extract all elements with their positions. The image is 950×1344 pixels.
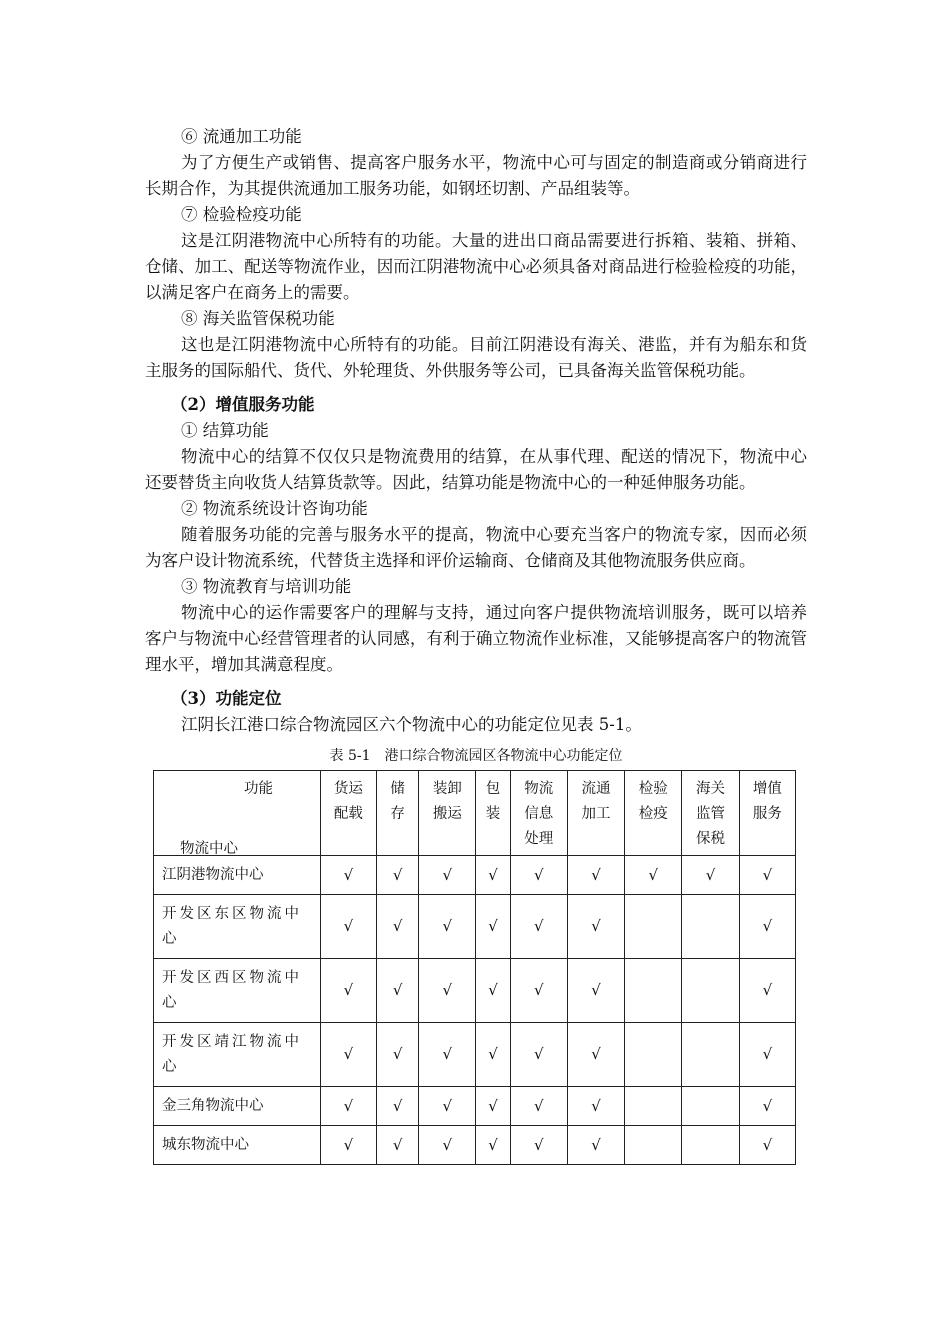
check-mark-cell: √ [419, 895, 476, 959]
check-mark-cell: √ [476, 1087, 510, 1126]
check-mark-cell: √ [377, 1126, 419, 1165]
check-mark-cell: √ [419, 856, 476, 895]
column-header [320, 771, 376, 856]
check-mark-cell: √ [320, 1087, 376, 1126]
body-paragraph: 物流中心的结算不仅仅只是物流费用的结算，在从事代理、配送的情况下，物流中心还要替货主向收货人结算货款等。因此，结算功能是物流中心的一种延伸服务功能。 [145, 447, 807, 492]
column-header-line: 加工 [581, 806, 611, 822]
body-paragraph: 这也是江阴港物流中心所特有的功能。目前江阴港设有海关、港监，并有为船东和货主服务的国际船代、货代、外轮理货、外供服务等公司，已具备海关监管保税功能。 [145, 335, 807, 380]
subheading: ⑦ 检验检疫功能 [181, 205, 302, 224]
check-mark-cell: √ [476, 895, 510, 959]
check-mark-cell [625, 959, 682, 1023]
section-3-intro: 江阴长江港口综合物流园区六个物流中心的功能定位见表 5-1。 [181, 715, 642, 734]
corner-label-center: 物流中心 [180, 841, 238, 857]
center-name-cell [154, 1126, 321, 1165]
column-header-line: 流通 [581, 781, 611, 797]
check-mark-cell: √ [476, 856, 510, 895]
column-header-line: 增值 [752, 781, 782, 797]
body-paragraph: 物流中心的运作需要客户的理解与支持，通过向客户提供物流培训服务，既可以培养客户与物流中心经营管理者的认同感，有利于确立物流作业标准，又能够提高客户的物流管理水平，增加其满意程度。 [145, 603, 807, 674]
check-mark-cell: √ [567, 895, 624, 959]
column-header [739, 771, 795, 856]
center-name-cell [154, 895, 321, 959]
table-corner-cell [154, 771, 321, 856]
column-header-line: 装卸 [432, 781, 462, 797]
check-mark-cell: √ [320, 1126, 376, 1165]
column-header-line: 检疫 [638, 806, 668, 822]
center-name-line: 开发区靖江物流中 [162, 1034, 302, 1050]
body-paragraph: 随着服务功能的完善与服务水平的提高，物流中心要充当客户的物流专家，因而必须为客户设计物流系统，代替货主选择和评价运输商、仓储商及其他物流服务供应商。 [145, 525, 807, 570]
center-name-line: 金三角物流中心 [162, 1098, 264, 1114]
table-row [154, 856, 796, 895]
column-header-line: 检验 [638, 781, 668, 797]
column-header-line [740, 827, 795, 852]
body-paragraph: 这是江阴港物流中心所特有的功能。大量的进出口商品需要进行拆箱、装箱、拼箱、仓储、加工、配送等物流作业，因而江阴港物流中心必须具备对商品进行检验检疫的功能，以满足客户在商务上的需要。 [145, 231, 807, 302]
subheading: ⑥ 流通加工功能 [181, 127, 302, 146]
column-header [682, 771, 739, 856]
check-mark-cell: √ [625, 856, 682, 895]
column-header-line: 保税 [696, 831, 726, 847]
check-mark-cell [682, 895, 739, 959]
check-mark-cell: √ [320, 1023, 376, 1087]
center-name-line: 江阴港物流中心 [162, 867, 264, 883]
table-caption: 表 5-1 港口综合物流园区各物流中心功能定位 [329, 748, 623, 764]
column-header-line: 储 [390, 781, 405, 797]
center-name-cell [154, 1023, 321, 1087]
column-header-line [321, 827, 376, 852]
check-mark-cell: √ [567, 1126, 624, 1165]
check-mark-cell: √ [419, 1126, 476, 1165]
table-row [154, 959, 796, 1023]
center-name-line: 开发区西区物流中 [162, 970, 302, 986]
column-header-line: 配载 [333, 806, 363, 822]
section-2-heading: （2）增值服务功能 [171, 395, 315, 414]
table-header-row [154, 771, 796, 856]
function-positioning-table [153, 770, 796, 1165]
column-header [419, 771, 476, 856]
column-header-line: 处理 [524, 831, 554, 847]
check-mark-cell: √ [419, 959, 476, 1023]
column-header-line: 存 [390, 806, 405, 822]
column-header-line [625, 827, 681, 852]
column-header-line: 物流 [524, 781, 554, 797]
center-name-line: 开发区东区物流中 [162, 906, 302, 922]
check-mark-cell: √ [476, 1023, 510, 1087]
check-mark-cell: √ [739, 1126, 795, 1165]
center-name-line: 城东物流中心 [162, 1137, 249, 1153]
check-mark-cell: √ [739, 895, 795, 959]
column-header [476, 771, 510, 856]
corner-label-function: 功能 [244, 781, 273, 797]
subheading: ② 物流系统设计咨询功能 [181, 499, 368, 518]
check-mark-cell: √ [739, 1087, 795, 1126]
check-mark-cell: √ [567, 856, 624, 895]
check-mark-cell: √ [510, 1087, 567, 1126]
check-mark-cell [625, 1023, 682, 1087]
table-body [154, 771, 796, 1165]
check-mark-cell: √ [510, 1126, 567, 1165]
column-header-line: 海关 [696, 781, 726, 797]
check-mark-cell: √ [510, 959, 567, 1023]
column-header [625, 771, 682, 856]
check-mark-cell: √ [682, 856, 739, 895]
section-2-body [145, 418, 807, 678]
column-header-line [568, 827, 624, 852]
center-name-line: 心 [162, 931, 180, 947]
check-mark-cell: √ [377, 959, 419, 1023]
check-mark-cell [682, 1126, 739, 1165]
table-row [154, 895, 796, 959]
section-3-heading: （3）功能定位 [171, 689, 282, 708]
check-mark-cell [625, 895, 682, 959]
check-mark-cell: √ [739, 959, 795, 1023]
column-header [377, 771, 419, 856]
check-mark-cell: √ [510, 856, 567, 895]
column-header-line: 监管 [696, 806, 726, 822]
check-mark-cell: √ [320, 959, 376, 1023]
body-paragraph: 为了方便生产或销售、提高客户服务水平，物流中心可与固定的制造商或分销商进行长期合作，为其提供流通加工服务功能，如钢坯切割、产品组装等。 [145, 153, 807, 198]
column-header-line [377, 827, 418, 852]
column-header-line: 装 [485, 806, 501, 822]
center-name-line: 心 [162, 1059, 180, 1075]
table-row [154, 1087, 796, 1126]
subheading: ① 结算功能 [181, 421, 269, 440]
check-mark-cell: √ [567, 1023, 624, 1087]
column-header-line: 包 [485, 781, 501, 797]
check-mark-cell [625, 1087, 682, 1126]
check-mark-cell: √ [476, 1126, 510, 1165]
subheading: ⑧ 海关监管保税功能 [181, 309, 335, 328]
column-header-line: 货运 [333, 781, 363, 797]
center-name-line: 心 [162, 995, 180, 1011]
check-mark-cell [682, 1023, 739, 1087]
check-mark-cell [682, 959, 739, 1023]
column-header-line: 信息 [524, 806, 554, 822]
check-mark-cell: √ [377, 1023, 419, 1087]
check-mark-cell: √ [567, 959, 624, 1023]
check-mark-cell: √ [510, 1023, 567, 1087]
document-content [145, 124, 807, 1165]
column-header-line: 搬运 [432, 806, 462, 822]
check-mark-cell: √ [377, 895, 419, 959]
check-mark-cell: √ [320, 856, 376, 895]
check-mark-cell: √ [320, 895, 376, 959]
column-header [510, 771, 567, 856]
table-row [154, 1023, 796, 1087]
center-name-cell [154, 1087, 321, 1126]
check-mark-cell: √ [377, 856, 419, 895]
check-mark-cell: √ [476, 959, 510, 1023]
check-mark-cell: √ [739, 1023, 795, 1087]
column-header-line: 服务 [752, 806, 782, 822]
section-1-continuation [145, 124, 807, 384]
column-header-line [476, 827, 509, 852]
center-name-cell [154, 959, 321, 1023]
check-mark-cell: √ [567, 1087, 624, 1126]
check-mark-cell [625, 1126, 682, 1165]
check-mark-cell: √ [739, 856, 795, 895]
table-row [154, 1126, 796, 1165]
check-mark-cell [682, 1087, 739, 1126]
subheading: ③ 物流教育与培训功能 [181, 577, 352, 596]
check-mark-cell: √ [510, 895, 567, 959]
check-mark-cell: √ [419, 1023, 476, 1087]
column-header-line [419, 827, 475, 852]
check-mark-cell: √ [419, 1087, 476, 1126]
column-header [567, 771, 624, 856]
check-mark-cell: √ [377, 1087, 419, 1126]
